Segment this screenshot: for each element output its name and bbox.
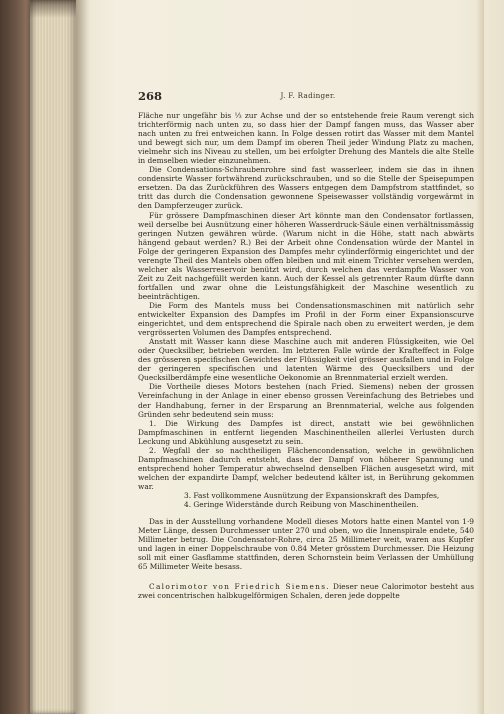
running-head: J. F. Radinger. xyxy=(280,91,336,100)
body-text xyxy=(138,111,474,600)
paragraph: Fläche nur ungefähr bis ⅓ zur Achse und der so entstehende freie Raum verengt sich trichterförmig nach unten zu, so dass hier der Dampf fangen muss, das Wasser aber nach unten zu frei entweichen kann. In Folge dessen rotirt das Wasser mit dem Mantel und bewegt sich nur, um dem Dampf im oberen Theil jeder Windung Platz zu machen, vielmehr sich ins Niveau zu stellen, um bei erfolgter Drehung des Mantels die alte Stelle in demselben wieder einzunehmen. xyxy=(138,111,474,166)
paragraph: Das in der Ausstellung vorhandene Modell dieses Motors hatte einen Mantel von 1·9 Meter Länge, dessen Durchmesser unter 270 und oben, wo die Innenspirale endete, 540 Millimeter betrug. Die Condensator-Rohre, circa 25 Millimeter weit, waren aus Kupfer und lagen in einer Doppelschraube von 0.84 Meter grösstem Durchmesser. Die Heizung soll mit einer Gasflamme stattfinden, deren Schornstein beim Verlassen der Umhüllung 65 Millimeter Weite besass. xyxy=(138,517,474,572)
paragraph: Die Vortheile dieses Motors bestehen (nach Fried. Siemens) neben der grossen Vereinfachung in der Anlage in einer ebenso grossen Vereinfachung des Betriebes und der Handhabung, ferner in der Ersparung an Brennmaterial, welche aus folgenden Gründen sehr bedeutend sein muss: xyxy=(138,382,474,419)
paragraph: 1. Die Wirkung des Dampfes ist direct, anstatt wie bei gewöhnlichen Dampfmaschinen in entfernt liegenden Maschinentheilen allerlei Verlusten durch Leckung und Abkühlung ausgesetzt zu sein. xyxy=(138,418,474,446)
gutter-shadow xyxy=(76,0,90,714)
list-item: 4. Geringe Widerstände durch Reibung von Maschinentheilen. xyxy=(184,500,419,510)
page-header xyxy=(138,89,478,103)
page-number: 268 xyxy=(138,89,163,103)
paragraph: Die Condensations-Schraubenrohre sind fast wasserleer, indem sie das in ihnen condensirte Wasser fortwährend zurückschrauben, und so die Stelle der Speisepumpen ersetzen. Da das Zurückführen des Wassers entgegen dem Dampfstrom stattfindet, so tritt das durch die Condensation gewonnene Speisewasser vollständig vorgewärmt in den Dampferzeuger zurück. xyxy=(138,165,474,211)
page-edge-tint xyxy=(476,0,484,714)
paragraph: Die Form des Mantels muss bei Condensationsmaschinen mit natürlich sehr entwickelter Expansion des Dampfes im Profil in der Form einer Expansionscurve eingerichtet, und dem entsprechend die Spirale nach oben zu erweitert werden, je dem vergrösserten Volumen des Dampfes entsprechend. xyxy=(138,300,474,338)
section-text: Dieser neue Calorimotor besteht aus zwei concentrischen halbkugelförmigen Schalen, deren jede doppelte xyxy=(138,582,474,601)
paragraph: Für grössere Dampfmaschinen dieser Art könnte man den Condensator fortlassen, weil derselbe bei Ausnützung einer höheren Wasserdruck-Säule einen verhältnissmässig geringen Nutzen gewähren würde. (Warum nicht in die Höhe, statt nach abwärts hängend gebaut werden? R.) Bei der Arbeit ohne Condensation würde der Mantel in Folge der geringeren Expansion des Dampfes mehr cylinderförmig eingerichtet und der verengte Theil des Mantels oben offen bleiben und mit einem Trichter versehen werden, welcher als Wasserreservoir benützt wird, durch welchen das verdampfte Wasser von Zeit zu Zeit nachgefüllt werden kann. Auch der Kessel als getrennter Raum dürfte dann fortfallen und zwar ohne die Leistungsfähigkeit der Maschine wesentlich zu beeinträchtigen. xyxy=(138,210,474,301)
section-heading: Calorimotor von Friedrich Siemens. xyxy=(149,582,330,592)
book-page xyxy=(76,0,504,714)
page-edges xyxy=(30,0,76,714)
paragraph: 2. Wegfall der so nachtheiligen Flächencondensation, welche in gewöhnlichen Dampfmaschinen dadurch entsteht, dass der Dampf von höherer Spannung und entsprechend hoher Temperatur abwechselnd denselben Flächen ausgesetzt wird, mit welchen der expandirte Dampf, welcher bedeutend kälter ist, in Berührung gekommen war. xyxy=(138,445,474,491)
page-edges-shadow xyxy=(30,0,76,18)
section-paragraph xyxy=(138,582,474,600)
list-item: 3. Fast vollkommene Ausnützung der Expansionskraft des Dampfes, xyxy=(184,490,440,500)
paragraph-gap xyxy=(138,509,474,517)
section-gap xyxy=(138,571,474,582)
paragraph: Anstatt mit Wasser kann diese Maschine auch mit anderen Flüssigkeiten, wie Oel oder Quecksilber, betrieben werden. Im letzteren Falle würde der Krafteffect in Folge des grösseren specifischen Gewichtes der Flüssigkeit viel grösser ausfallen und in Folge der geringeren specifischen und latenten Wärme des Quecksilbers und der Quecksilberdämpfe eine wesentliche Oekonomie an Brennmaterial erzielt werden. xyxy=(138,337,474,383)
